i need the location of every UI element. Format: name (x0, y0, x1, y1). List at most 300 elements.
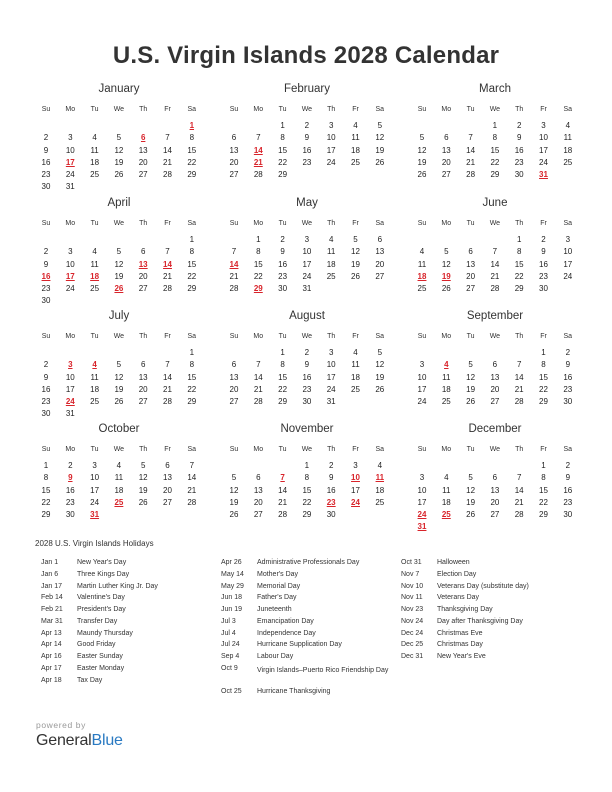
holiday-day[interactable]: 3 (68, 360, 73, 370)
day[interactable]: 28 (229, 284, 239, 293)
day[interactable]: 27 (229, 397, 239, 406)
day[interactable]: 11 (442, 372, 451, 382)
day[interactable]: 22 (187, 271, 197, 281)
holiday-day[interactable]: 31 (417, 522, 427, 532)
day[interactable]: 11 (417, 259, 427, 269)
day[interactable]: 6 (140, 247, 146, 257)
day[interactable]: 29 (539, 510, 548, 519)
day[interactable]: 14 (514, 485, 524, 495)
day[interactable]: 17 (326, 145, 336, 155)
day[interactable]: 5 (468, 473, 473, 483)
day[interactable]: 11 (90, 145, 99, 155)
day[interactable]: 18 (326, 259, 336, 269)
day[interactable]: 15 (253, 259, 263, 269)
day[interactable]: 16 (563, 485, 573, 495)
day[interactable]: 12 (441, 259, 451, 269)
day[interactable]: 2 (328, 461, 334, 470)
day[interactable]: 13 (441, 145, 451, 155)
day[interactable]: 24 (563, 271, 573, 281)
day[interactable]: 4 (419, 247, 425, 257)
day[interactable]: 5 (116, 360, 122, 370)
day[interactable]: 6 (492, 360, 498, 370)
day[interactable]: 9 (541, 247, 546, 257)
day[interactable]: 19 (138, 485, 148, 495)
holiday-day[interactable]: 25 (441, 510, 451, 519)
day[interactable]: 29 (278, 170, 288, 179)
day[interactable]: 4 (444, 473, 449, 483)
day[interactable]: 1 (280, 121, 285, 130)
day[interactable]: 26 (466, 397, 476, 406)
holiday-day[interactable]: 23 (326, 497, 336, 507)
holiday-day[interactable]: 31 (539, 170, 548, 179)
day[interactable]: 19 (114, 384, 124, 394)
day[interactable]: 22 (490, 157, 500, 167)
day[interactable]: 8 (280, 360, 285, 370)
day[interactable]: 16 (539, 259, 548, 269)
day[interactable]: 2 (516, 121, 522, 130)
day[interactable]: 26 (351, 271, 360, 281)
day[interactable]: 21 (514, 384, 524, 394)
day[interactable]: 14 (514, 372, 524, 382)
day[interactable]: 6 (140, 360, 146, 370)
day[interactable]: 5 (468, 360, 473, 370)
day[interactable]: 15 (539, 485, 548, 495)
day[interactable]: 23 (563, 384, 573, 394)
day[interactable]: 17 (326, 372, 336, 382)
day[interactable]: 13 (490, 485, 500, 495)
day[interactable]: 26 (114, 170, 124, 179)
day[interactable]: 16 (41, 157, 51, 167)
holiday-day[interactable]: 24 (417, 510, 427, 519)
day[interactable]: 12 (114, 372, 124, 382)
day[interactable]: 30 (41, 296, 51, 306)
day[interactable]: 28 (163, 284, 172, 293)
day[interactable]: 17 (417, 384, 427, 394)
day[interactable]: 30 (65, 510, 75, 519)
day[interactable]: 2 (280, 235, 285, 244)
day[interactable]: 10 (326, 360, 336, 370)
day[interactable]: 10 (326, 133, 336, 143)
day[interactable]: 13 (163, 473, 172, 483)
day[interactable]: 16 (302, 372, 312, 382)
day[interactable]: 19 (466, 497, 476, 507)
day[interactable]: 16 (514, 145, 524, 155)
day[interactable]: 15 (187, 145, 197, 155)
day[interactable]: 29 (302, 510, 312, 519)
day[interactable]: 23 (65, 497, 75, 507)
day[interactable]: 5 (231, 473, 237, 483)
day[interactable]: 6 (231, 360, 237, 370)
day[interactable]: 20 (490, 497, 500, 507)
day[interactable]: 6 (492, 473, 498, 483)
day[interactable]: 27 (375, 271, 385, 281)
day[interactable]: 22 (278, 384, 288, 394)
day[interactable]: 8 (43, 473, 49, 483)
day[interactable]: 5 (140, 461, 146, 470)
day[interactable]: 26 (114, 397, 124, 406)
day[interactable]: 22 (302, 497, 312, 507)
day[interactable]: 2 (304, 121, 310, 130)
day[interactable]: 4 (328, 235, 334, 244)
day[interactable]: 20 (253, 497, 263, 507)
day[interactable]: 23 (302, 157, 312, 167)
day[interactable]: 22 (187, 384, 197, 394)
day[interactable]: 23 (41, 397, 51, 406)
day[interactable]: 5 (444, 247, 449, 257)
day[interactable]: 15 (278, 145, 288, 155)
day[interactable]: 12 (351, 247, 360, 257)
day[interactable]: 18 (114, 485, 124, 495)
day[interactable]: 10 (90, 473, 100, 483)
day[interactable]: 8 (304, 473, 310, 483)
day[interactable]: 14 (253, 372, 263, 382)
day[interactable]: 9 (43, 145, 49, 155)
day[interactable]: 9 (304, 133, 310, 143)
day[interactable]: 1 (43, 461, 49, 470)
day[interactable]: 8 (541, 360, 546, 370)
day[interactable]: 21 (163, 384, 172, 394)
day[interactable]: 25 (90, 170, 100, 179)
day[interactable]: 21 (163, 157, 172, 167)
day[interactable]: 29 (41, 510, 51, 519)
day[interactable]: 3 (304, 235, 310, 244)
day[interactable]: 30 (563, 510, 573, 519)
day[interactable]: 23 (539, 271, 548, 281)
day[interactable]: 8 (256, 247, 261, 257)
holiday-day[interactable]: 25 (114, 497, 124, 507)
day[interactable]: 3 (541, 121, 546, 130)
day[interactable]: 20 (375, 259, 385, 269)
day[interactable]: 12 (466, 485, 476, 495)
day[interactable]: 5 (377, 348, 383, 357)
day[interactable]: 6 (256, 473, 261, 483)
day[interactable]: 14 (466, 145, 476, 155)
day[interactable]: 12 (138, 473, 148, 483)
day[interactable]: 6 (231, 133, 237, 143)
day[interactable]: 4 (353, 348, 358, 357)
day[interactable]: 8 (280, 133, 285, 143)
day[interactable]: 20 (466, 271, 476, 281)
day[interactable]: 3 (419, 360, 425, 370)
day[interactable]: 29 (187, 284, 197, 293)
holiday-day[interactable]: 6 (140, 133, 146, 143)
day[interactable]: 31 (65, 182, 75, 192)
day[interactable]: 14 (163, 145, 172, 155)
day[interactable]: 23 (41, 170, 51, 179)
generalblue-logo[interactable] (36, 732, 123, 750)
day[interactable]: 7 (189, 461, 195, 470)
day[interactable]: 3 (68, 247, 73, 257)
day[interactable]: 25 (441, 397, 451, 406)
day[interactable]: 11 (351, 360, 360, 370)
day[interactable]: 3 (565, 235, 571, 244)
holiday-day[interactable]: 17 (65, 271, 75, 281)
day[interactable]: 26 (375, 384, 385, 394)
day[interactable]: 19 (229, 497, 239, 507)
day[interactable]: 4 (353, 121, 358, 130)
day[interactable]: 21 (490, 271, 500, 281)
day[interactable]: 2 (43, 360, 49, 370)
day[interactable]: 27 (466, 284, 476, 293)
day[interactable]: 26 (441, 284, 451, 293)
holiday-day[interactable]: 1 (189, 121, 195, 130)
day[interactable]: 27 (253, 510, 263, 519)
day[interactable]: 24 (539, 157, 548, 167)
day[interactable]: 5 (116, 247, 122, 257)
day[interactable]: 19 (417, 157, 427, 167)
day[interactable]: 4 (92, 133, 97, 143)
day[interactable]: 9 (43, 372, 49, 382)
day[interactable]: 20 (163, 485, 172, 495)
day[interactable]: 25 (90, 284, 100, 293)
day[interactable]: 28 (514, 510, 524, 519)
day[interactable]: 15 (539, 372, 548, 382)
day[interactable]: 27 (163, 497, 172, 507)
day[interactable]: 25 (563, 157, 573, 167)
holiday-day[interactable]: 10 (351, 473, 360, 483)
day[interactable]: 25 (351, 384, 360, 394)
day[interactable]: 1 (541, 461, 546, 470)
day[interactable]: 7 (256, 133, 261, 143)
day[interactable]: 2 (565, 348, 571, 357)
day[interactable]: 16 (302, 145, 312, 155)
day[interactable]: 15 (187, 372, 197, 382)
day[interactable]: 27 (441, 170, 451, 179)
day[interactable]: 7 (165, 360, 170, 370)
day[interactable]: 18 (90, 157, 100, 167)
day[interactable]: 5 (419, 133, 425, 143)
day[interactable]: 15 (41, 485, 51, 495)
day[interactable]: 16 (65, 485, 75, 495)
day[interactable]: 18 (563, 145, 573, 155)
day[interactable]: 12 (114, 145, 124, 155)
day[interactable]: 6 (468, 247, 473, 257)
day[interactable]: 2 (565, 461, 571, 470)
day[interactable]: 3 (419, 473, 425, 483)
holiday-day[interactable]: 13 (138, 259, 148, 269)
holiday-day[interactable]: 29 (253, 284, 263, 293)
day[interactable]: 12 (375, 360, 385, 370)
holiday-day[interactable]: 17 (65, 157, 75, 167)
day[interactable]: 7 (516, 473, 522, 483)
day[interactable]: 28 (163, 170, 172, 179)
day[interactable]: 23 (563, 497, 573, 507)
day[interactable]: 30 (302, 397, 312, 406)
day[interactable]: 27 (490, 397, 500, 406)
day[interactable]: 29 (187, 397, 197, 406)
day[interactable]: 9 (328, 473, 334, 483)
day[interactable]: 11 (114, 473, 124, 483)
day[interactable]: 4 (377, 461, 383, 470)
day[interactable]: 21 (187, 485, 197, 495)
day[interactable]: 6 (444, 133, 449, 143)
day[interactable]: 9 (565, 473, 571, 483)
day[interactable]: 2 (541, 235, 546, 244)
day[interactable]: 4 (116, 461, 122, 470)
day[interactable]: 30 (563, 397, 573, 406)
day[interactable]: 7 (256, 360, 261, 370)
day[interactable]: 13 (466, 259, 476, 269)
day[interactable]: 26 (417, 170, 427, 179)
day[interactable]: 22 (187, 157, 197, 167)
holiday-day[interactable]: 14 (163, 259, 172, 269)
day[interactable]: 3 (353, 461, 358, 470)
day[interactable]: 23 (278, 271, 288, 281)
day[interactable]: 10 (417, 372, 427, 382)
day[interactable]: 29 (490, 170, 500, 179)
holiday-day[interactable]: 26 (114, 284, 124, 293)
day[interactable]: 19 (114, 271, 124, 281)
day[interactable]: 2 (68, 461, 73, 470)
day[interactable]: 8 (189, 133, 195, 143)
day[interactable]: 25 (417, 284, 427, 293)
day[interactable]: 15 (490, 145, 500, 155)
day[interactable]: 28 (163, 397, 172, 406)
day[interactable]: 28 (187, 497, 197, 507)
day[interactable]: 30 (539, 284, 548, 293)
day[interactable]: 15 (302, 485, 312, 495)
holiday-day[interactable]: 31 (90, 510, 100, 519)
day[interactable]: 17 (65, 384, 75, 394)
day[interactable]: 14 (163, 372, 172, 382)
day[interactable]: 27 (138, 170, 148, 179)
day[interactable]: 9 (43, 259, 49, 269)
day[interactable]: 18 (441, 497, 451, 507)
day[interactable]: 22 (539, 497, 548, 507)
holiday-day[interactable]: 14 (253, 145, 263, 155)
day[interactable]: 28 (253, 397, 263, 406)
day[interactable]: 13 (229, 145, 239, 155)
day[interactable]: 9 (565, 360, 571, 370)
day[interactable]: 18 (375, 485, 385, 495)
day[interactable]: 17 (417, 497, 427, 507)
day[interactable]: 24 (417, 397, 427, 406)
day[interactable]: 26 (466, 510, 476, 519)
day[interactable]: 11 (563, 133, 572, 143)
day[interactable]: 11 (90, 372, 99, 382)
day[interactable]: 24 (302, 271, 312, 281)
day[interactable]: 17 (563, 259, 573, 269)
day[interactable]: 10 (539, 133, 548, 143)
day[interactable]: 10 (563, 247, 573, 257)
day[interactable]: 26 (138, 497, 148, 507)
day[interactable]: 16 (278, 259, 288, 269)
day[interactable]: 21 (514, 497, 524, 507)
day[interactable]: 18 (351, 145, 360, 155)
holiday-day[interactable]: 18 (90, 271, 100, 281)
day[interactable]: 22 (514, 271, 524, 281)
day[interactable]: 5 (377, 121, 383, 130)
day[interactable]: 1 (516, 235, 522, 244)
day[interactable]: 11 (327, 247, 336, 257)
day[interactable]: 20 (441, 157, 451, 167)
day[interactable]: 13 (375, 247, 385, 257)
day[interactable]: 20 (138, 384, 148, 394)
day[interactable]: 16 (563, 372, 573, 382)
holiday-day[interactable]: 24 (351, 497, 360, 507)
day[interactable]: 26 (375, 157, 385, 167)
day[interactable]: 1 (304, 461, 310, 470)
holiday-day[interactable]: 11 (375, 473, 385, 483)
day[interactable]: 17 (539, 145, 548, 155)
day[interactable]: 28 (253, 170, 263, 179)
day[interactable]: 6 (377, 235, 383, 244)
day[interactable]: 31 (302, 284, 312, 293)
day[interactable]: 7 (492, 247, 498, 257)
day[interactable]: 23 (41, 284, 51, 293)
day[interactable]: 27 (138, 284, 148, 293)
day[interactable]: 15 (187, 259, 197, 269)
holiday-day[interactable]: 24 (65, 397, 75, 406)
day[interactable]: 12 (375, 133, 385, 143)
day[interactable]: 1 (189, 235, 195, 244)
day[interactable]: 7 (516, 360, 522, 370)
day[interactable]: 1 (189, 348, 195, 357)
holiday-day[interactable]: 9 (68, 473, 73, 483)
day[interactable]: 7 (468, 133, 473, 143)
day[interactable]: 11 (90, 259, 99, 269)
day[interactable]: 1 (256, 235, 261, 244)
day[interactable]: 8 (189, 247, 195, 257)
holiday-day[interactable]: 19 (441, 271, 451, 281)
day[interactable]: 1 (541, 348, 546, 357)
day[interactable]: 17 (302, 259, 312, 269)
day[interactable]: 7 (231, 247, 237, 257)
day[interactable]: 21 (253, 384, 263, 394)
day[interactable]: 27 (138, 397, 148, 406)
holiday-day[interactable]: 16 (41, 271, 51, 281)
day[interactable]: 13 (490, 372, 500, 382)
day[interactable]: 16 (41, 384, 51, 394)
day[interactable]: 9 (304, 360, 310, 370)
day[interactable]: 31 (65, 409, 75, 419)
day[interactable]: 28 (514, 397, 524, 406)
day[interactable]: 14 (187, 473, 197, 483)
day[interactable]: 8 (541, 473, 546, 483)
day[interactable]: 8 (492, 133, 498, 143)
day[interactable]: 12 (417, 145, 427, 155)
day[interactable]: 3 (328, 121, 334, 130)
day[interactable]: 2 (304, 348, 310, 357)
day[interactable]: 9 (280, 247, 285, 257)
day[interactable]: 3 (92, 461, 97, 470)
day[interactable]: 7 (165, 133, 170, 143)
day[interactable]: 20 (229, 384, 239, 394)
day[interactable]: 5 (353, 235, 358, 244)
day[interactable]: 17 (351, 485, 360, 495)
day[interactable]: 30 (326, 510, 336, 519)
day[interactable]: 27 (490, 510, 500, 519)
day[interactable]: 13 (253, 485, 263, 495)
day[interactable]: 3 (328, 348, 334, 357)
day[interactable]: 10 (65, 145, 75, 155)
day[interactable]: 18 (90, 384, 100, 394)
holiday-day[interactable]: 14 (229, 259, 239, 269)
day[interactable]: 19 (114, 157, 124, 167)
day[interactable]: 4 (565, 121, 571, 130)
day[interactable]: 25 (90, 397, 100, 406)
day[interactable]: 2 (43, 247, 49, 257)
day[interactable]: 30 (41, 409, 51, 419)
holiday-day[interactable]: 7 (280, 473, 285, 483)
day[interactable]: 31 (326, 397, 336, 406)
day[interactable]: 24 (326, 157, 336, 167)
day[interactable]: 3 (68, 133, 73, 143)
day[interactable]: 22 (253, 271, 263, 281)
day[interactable]: 20 (138, 271, 148, 281)
day[interactable]: 19 (375, 145, 385, 155)
day[interactable]: 10 (65, 259, 75, 269)
